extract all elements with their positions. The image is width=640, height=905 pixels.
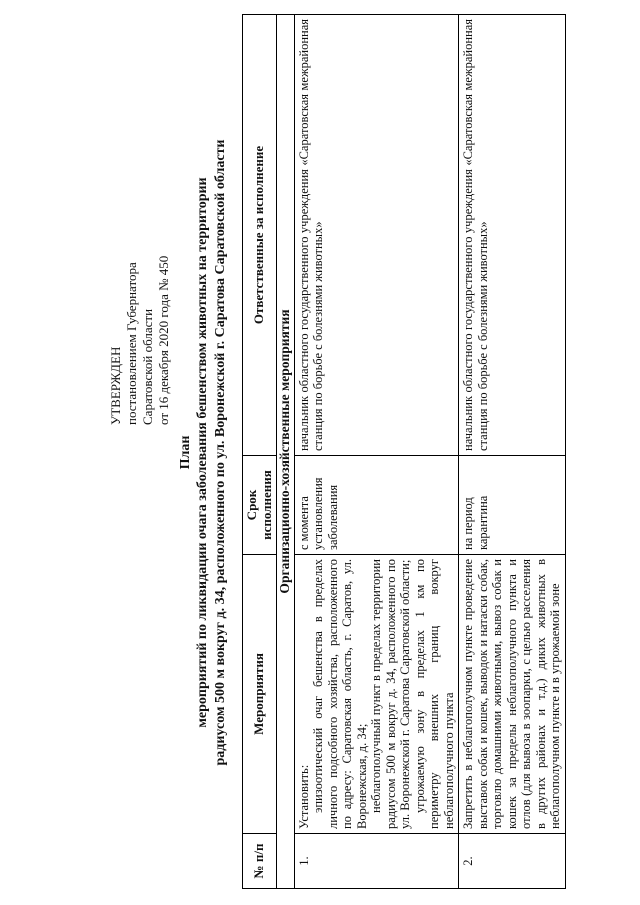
- header-measures: Мероприятия: [243, 555, 277, 834]
- measures-table: [242, 14, 566, 889]
- approval-line: от 16 декабря 2020 года № 450: [156, 255, 171, 425]
- measure-paragraph: Запретить в неблагополучном пункте проведение выставок собак и кошек, выводок и натаски собак, торговлю домашними животными, вывоз собак и кошек за пределы неблагополучного пункта и отлов (для вывоза в зоопарки, с целью расселения в других районах и т.д.) диких животных в неблагополучном пункте и в угрожаемой зоне: [461, 559, 562, 829]
- row-measures: [294, 555, 459, 834]
- approval-line: УТВЕРЖДЕН: [108, 346, 123, 425]
- measure-paragraph: Установить:: [296, 764, 311, 829]
- row-num: 1.: [294, 834, 459, 889]
- plan-subtitle-1: мероприятий по ликвидации очага заболевания бешенством животных на территории: [195, 177, 210, 728]
- measure-paragraph: неблагополучный пункт в пределах территории радиусом 500 м вокруг д. 34, расположенного по ул. Воронежской г. Саратова Саратовской области;: [369, 559, 412, 829]
- section-title: Организационно-хозяйственные мероприятия: [277, 15, 295, 889]
- table-row: [294, 15, 459, 889]
- approval-block: [108, 256, 172, 425]
- table-row: [459, 15, 566, 889]
- measure-paragraph: эпизоотический очаг бешенства в пределах личного подсобного хозяйства, расположенного по адресу: Саратовская область, г. Саратов, ул. Воронежская, д. 34;: [311, 559, 369, 829]
- approval-line: Саратовской области: [140, 308, 155, 425]
- header-term: Срок исполнения: [243, 456, 277, 555]
- row-measures: [459, 555, 566, 834]
- row-term: на период карантина: [459, 456, 566, 555]
- plan-title: План: [178, 435, 193, 470]
- section-row: [277, 15, 295, 889]
- header-responsible: Ответственные за исполнение: [243, 15, 277, 456]
- table-header-row: [243, 15, 277, 889]
- header-num: № п/п: [243, 834, 277, 889]
- plan-subtitle-2: радиусом 500 м вокруг д. 34, расположенного по ул. Воронежской г. Саратова Саратовской области: [213, 139, 228, 766]
- row-responsible: начальник областного государственного учреждения «Саратовская межрайонная станция по борьбе с болезнями животных»: [294, 15, 459, 456]
- measure-paragraph: угрожаемую зону в пределах 1 км по периметру внешних границ вокруг неблагополучного пункта: [412, 559, 456, 829]
- row-responsible: начальник областного государственного учреждения «Саратовская межрайонная станция по борьбе с болезнями животных»: [459, 15, 566, 456]
- row-num: 2.: [459, 834, 566, 889]
- row-term: с момента установления заболевания: [294, 456, 459, 555]
- approval-line: постановлением Губернатора: [124, 262, 139, 425]
